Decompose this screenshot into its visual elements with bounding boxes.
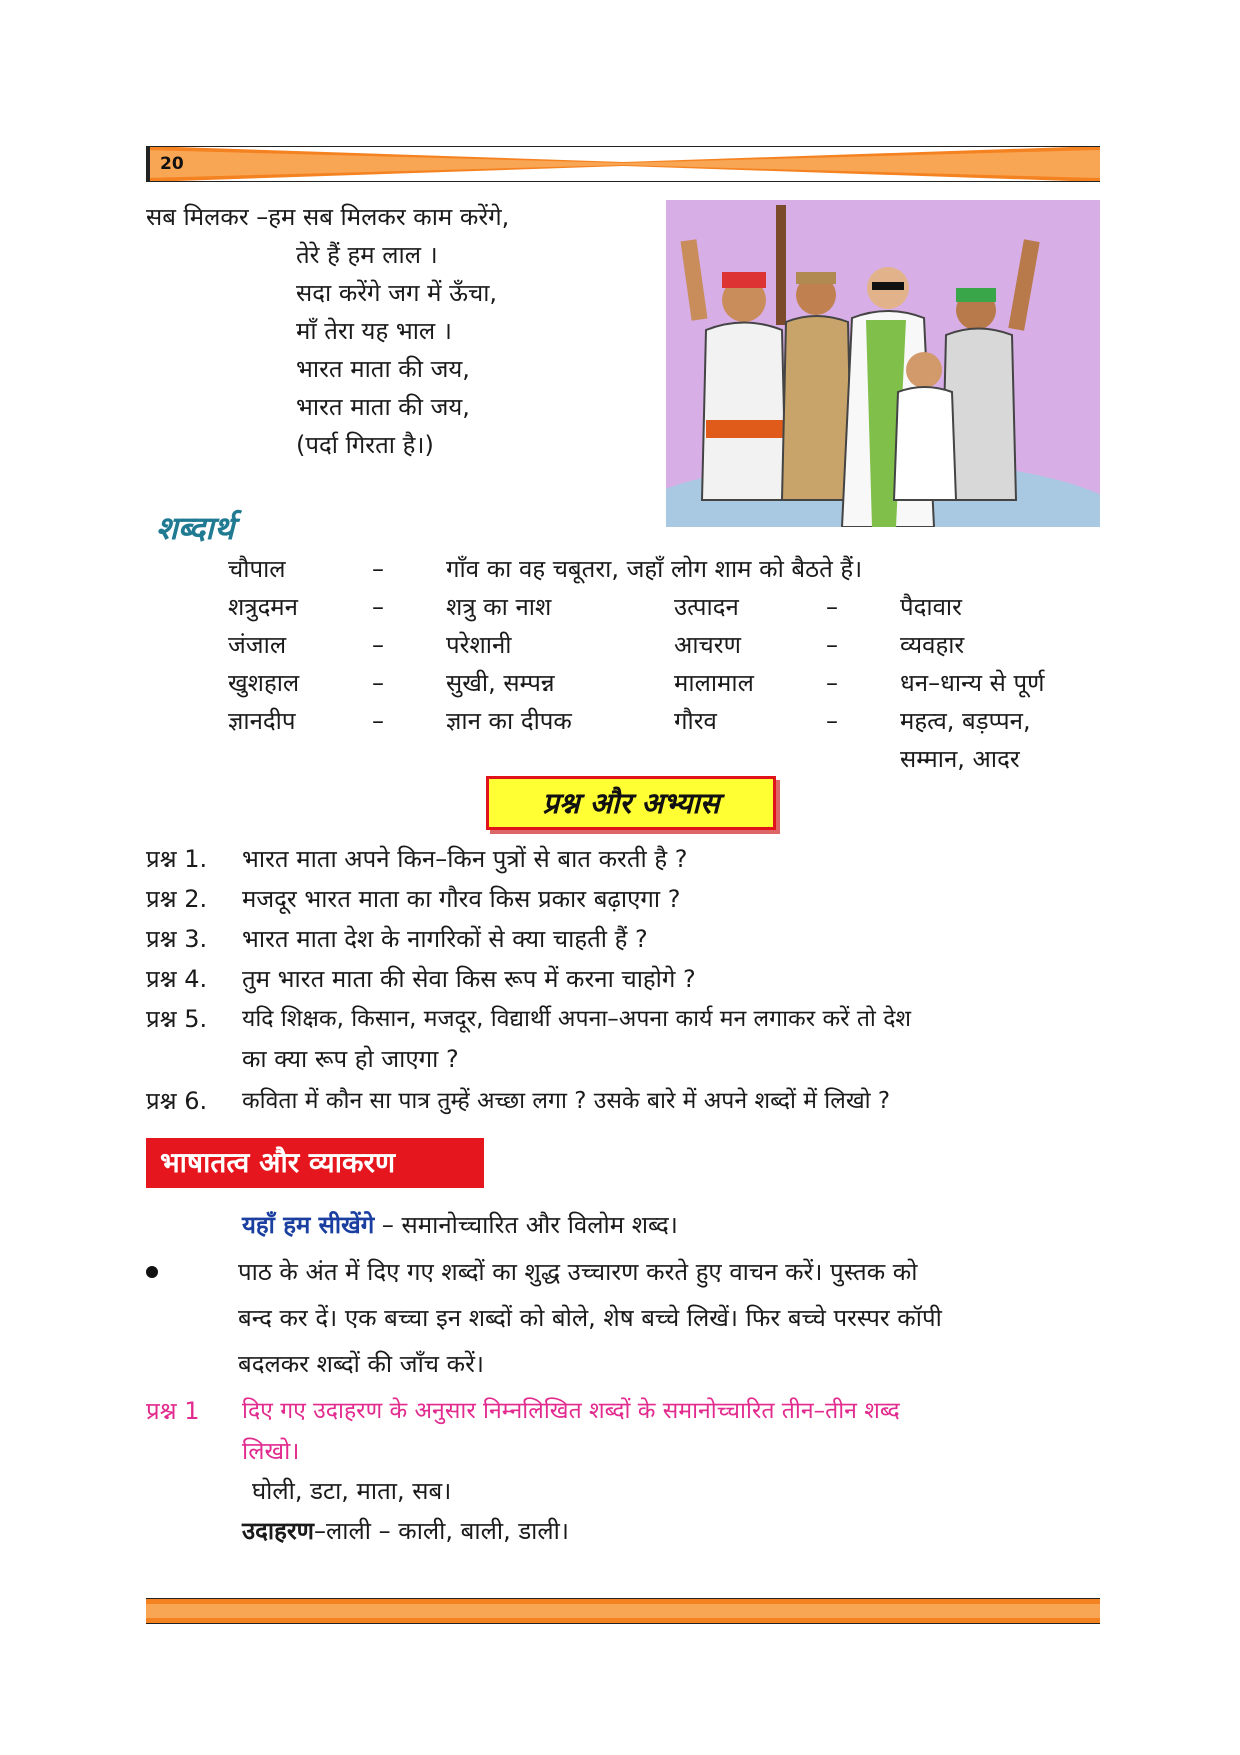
question-text: कविता में कौन सा पात्र तुम्हें अच्छा लगा ? उसके बारे में अपने शब्दों में लिखो ?: [242, 1088, 891, 1114]
poem-line: (पर्दा गिरता है।): [296, 431, 434, 459]
glossary-term: शत्रुदमन: [228, 593, 298, 621]
glossary-meaning: परेशानी: [446, 631, 512, 659]
poem-line: भारत माता की जय,: [296, 393, 470, 421]
grammar-title: भाषातत्व और व्याकरण: [160, 1146, 396, 1179]
glossary-meaning: महत्व, बड़प्पन,: [900, 707, 1031, 735]
people-celebrating-illustration: [666, 200, 1100, 527]
glossary-meaning: ज्ञान का दीपक: [446, 707, 572, 735]
question-text: भारत माता अपने किन–किन पुत्रों से बात करती है ?: [242, 845, 688, 873]
glossary-dash: –: [372, 707, 384, 735]
example-text: –लाली – काली, बाली, डाली।: [314, 1517, 569, 1545]
poem-line: भारत माता की जय,: [296, 355, 470, 383]
poem-stanza: [296, 236, 497, 464]
glossary-term: मालामाल: [674, 669, 754, 697]
question-text: भारत माता देश के नागरिकों से क्या चाहती हैं ?: [242, 925, 648, 953]
poem-first-line: सब मिलकर –हम सब मिलकर काम करेंगे,: [146, 203, 510, 231]
glossary-dash: –: [372, 593, 384, 621]
questions-title: प्रश्न और अभ्यास: [542, 786, 720, 820]
instruction-line: बन्द कर दें। एक बच्चा इन शब्दों को बोले, शेष बच्चे लिखें। फिर बच्चे परस्पर कॉपी: [238, 1304, 942, 1332]
glossary-meaning: पैदावार: [900, 593, 962, 621]
glossary-dash: –: [372, 555, 384, 583]
glossary-dash: –: [372, 669, 384, 697]
glossary-meaning: गाँव का वह चबूतरा, जहाँ लोग शाम को बैठते हैं।: [446, 555, 863, 583]
glossary-dash: –: [826, 669, 838, 697]
poem-line: सदा करेंगे जग में ऊँचा,: [296, 279, 498, 307]
question-label: प्रश्न 6.: [146, 1087, 208, 1115]
glossary-term: चौपाल: [228, 555, 286, 583]
question-text: मजदूर भारत माता का गौरव किस प्रकार बढ़ाएगा ?: [242, 885, 681, 913]
glossary-term: खुशहाल: [228, 669, 300, 697]
glossary-dash: –: [372, 631, 384, 659]
instruction-line: पाठ के अंत में दिए गए शब्दों का शुद्ध उच्चारण करते हुए वाचन करें। पुस्तक को: [238, 1258, 918, 1286]
learn-line: [242, 1206, 678, 1244]
glossary-term: ज्ञानदीप: [228, 707, 296, 735]
glossary-meaning: धन–धान्य से पूर्ण: [900, 669, 1045, 697]
grammar-question-text: दिए गए उदाहरण के अनुसार निम्नलिखित शब्दों के समानोच्चारित तीन–तीन शब्द: [242, 1398, 900, 1424]
instruction-line: बदलकर शब्दों की जाँच करें।: [238, 1350, 485, 1378]
glossary-meaning-continued: सम्मान, आदर: [900, 745, 1020, 773]
header-band: [146, 146, 1100, 182]
word-list: घोली, डटा, माता, सब।: [252, 1477, 452, 1505]
glossary-dash: –: [826, 707, 838, 735]
learn-text: – समानोच्चारित और विलोम शब्द।: [374, 1211, 678, 1239]
learn-label: यहाँ हम सीखेंगे: [242, 1211, 375, 1239]
grammar-question-label: प्रश्न 1: [146, 1397, 200, 1425]
grammar-question-text-continued: लिखो।: [242, 1437, 300, 1465]
question-label: प्रश्न 2.: [146, 885, 208, 913]
footer-band: [146, 1598, 1100, 1624]
glossary-dash: –: [826, 631, 838, 659]
glossary-meaning: सुखी, सम्पन्न: [446, 669, 555, 697]
question-text-continued: का क्या रूप हो जाएगा ?: [242, 1045, 459, 1073]
question-label: प्रश्न 5.: [146, 1005, 208, 1033]
glossary-title: शब्दार्थ: [156, 509, 235, 547]
question-label: प्रश्न 4.: [146, 965, 208, 993]
glossary-term: गौरव: [674, 707, 717, 735]
bullet-icon: [146, 1266, 158, 1278]
glossary-dash: –: [826, 593, 838, 621]
question-label: प्रश्न 3.: [146, 925, 208, 953]
question-text: यदि शिक्षक, किसान, मजदूर, विद्यार्थी अपना–अपना कार्य मन लगाकर करें तो देश: [242, 1006, 912, 1032]
glossary-meaning: शत्रु का नाश: [446, 593, 552, 621]
glossary-term: जंजाल: [228, 631, 287, 659]
question-label: प्रश्न 1.: [146, 845, 208, 873]
glossary-meaning: व्यवहार: [900, 631, 965, 659]
question-text: तुम भारत माता की सेवा किस रूप में करना चाहोगे ?: [242, 965, 696, 993]
glossary-term: उत्पादन: [674, 593, 739, 621]
poem-line: तेरे हैं हम लाल ।: [296, 241, 438, 269]
example-line: [242, 1512, 569, 1550]
poem-line: माँ तेरा यह भाल ।: [296, 317, 452, 345]
glossary-term: आचरण: [674, 631, 741, 659]
page-number: 20: [160, 154, 184, 174]
example-label: उदाहरण: [242, 1517, 315, 1545]
